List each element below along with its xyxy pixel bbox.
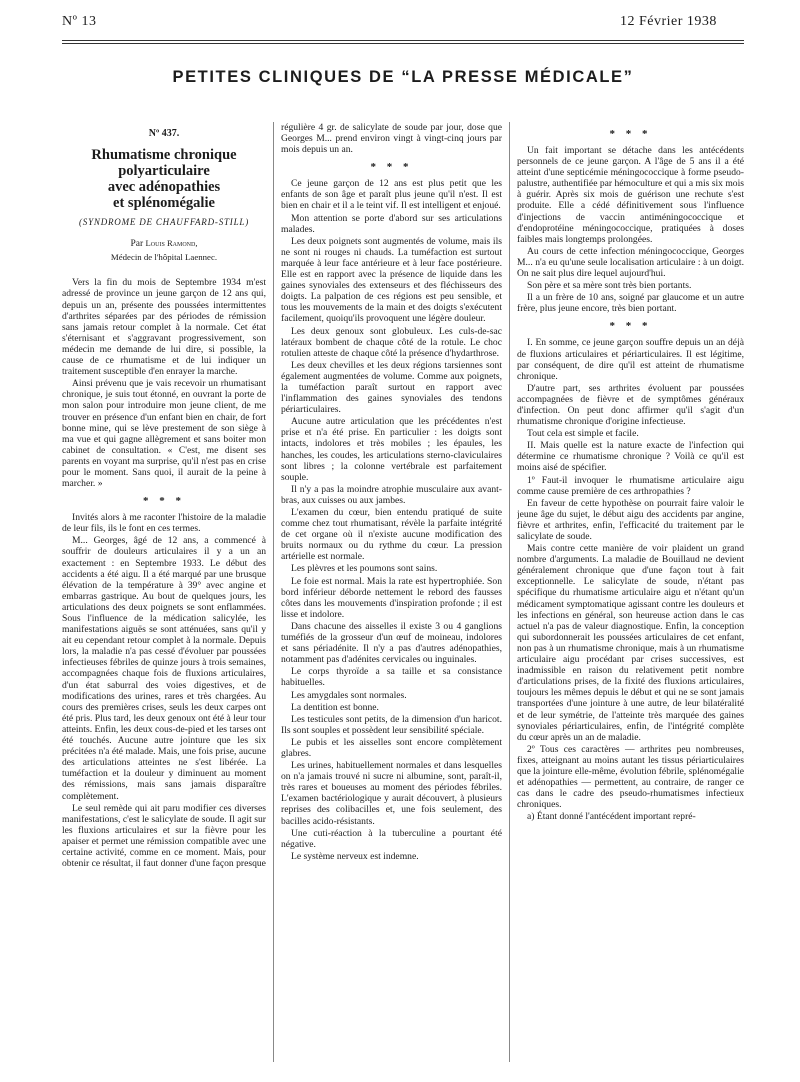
paragraph: Au cours de cette infection méningococcique, Georges M... n'a eu qu'une seule localisation articulaire : à un doigt. On ne sait plus dire lequel aujourd'hui. [517,245,744,280]
paragraph: Les plèvres et les poumons sont sains. [291,563,438,575]
paragraph: L'examen du cœur, bien entendu pratiqué de suite comme chez tout rhumatisant, révèle la parfaite intégrité de cet organe où il n'existe aucune modification des bruits normaux ou du rythme du cœur. La pression artérielle est normale. [281,507,502,563]
column-divider [273,122,274,1062]
column-2 [281,122,502,1067]
paragraph: II. Mais quelle est la nature exacte de l'infection qui détermine ce rhumatisme chronique ? Voilà ce qu'il est moins aisé de spécifier. [517,440,744,474]
article-number: Nº 437. [148,128,180,139]
paragraph: Les deux chevilles et les deux régions tarsiennes sont également augmentées de volume. Comme aux poignets, la tuméfaction paraît surtout en rapport avec l'inflammation des gaines synoviales des tendons périarticulaires. [281,359,502,416]
section-separator: * * * [143,495,185,508]
paragraph: Un fait important se détache dans les antécédents personnels de ce jeune garçon. A l'âge de 5 ans il a été atteint d'une septicémie méningococcique à forme pseudo-palustre, authentifiée par hémoculture et qui a mis six mois à guérir. Après six mois de guérison une rechute s'est produite. Elle a cédé définitivement sous l'influence d'injections de vaccin antiméningococcique et d'endoprotéine méningococcique, pratiquées à doses faibles mais longtemps prolongées. [517,145,744,245]
column-divider [509,122,510,1062]
paragraph: Une cuti-réaction à la tuberculine a pourtant été négative. [281,827,502,850]
paragraph: Le système nerveux est indemne. [291,850,419,862]
section-banner: PETITES CLINIQUES DE “LA PRESSE MÉDICALE” [172,68,634,86]
byline [62,238,266,250]
paragraph: Aucune autre articulation que les précédentes n'est prise et n'a été prise. En particulier : les doigts sont intacts, indolores et très mobiles ; les épaules, les hanches, les coudes, les articulations sterno-claviculaires sont libres ; la colonne vertébrale est parfaitement souple. [281,416,502,483]
paragraph: Mon attention se porte d'abord sur ses articulations malades. [281,212,502,235]
paragraph: Ainsi prévenu que je vais recevoir un rhumatisant chronique, je suis tout étonné, en ouvrant la porte de mon salon pour introduire mon jeune client, de me trouver en présence d'un enfant bien en chair, de fort bonne mine, qui se lève prestement de son siège à ma vue et qui gagne allègrement et sans boiter mon cabinet de consultation. « C'est, me disent ses parents en voyant ma surprise, qu'il n'est pas en crise pour le moment. Sans quoi, il aurait de la peine à marcher. » [62,378,266,490]
section-separator: * * * [370,161,413,174]
paragraph: Les testicules sont petits, de la dimension d'un haricot. Ils sont souples et possèdent leur sensibilité spéciale. [281,713,502,736]
paragraph: régulière 4 gr. de salicylate de soude par jour, dose que Georges M... prend environ vingt à vingt-cinq jours par mois depuis un an. [281,122,502,156]
paragraph: Dans chacune des aisselles il existe 3 ou 4 ganglions tuméfiés de la grosseur d'un œuf de moineau, indolores et sans périadénite. Il n'y a pas d'autres adénopathies, notamment pas d'adénites cervicales ou inguinales. [281,620,502,666]
paragraph: Les amygdales sont normales. [291,689,407,701]
paragraph: Le foie est normal. Mais la rate est hypertrophiée. Son bord inférieur déborde nettement le rebord des fausses côtes dans les mouvements d'inspiration profonde ; il est lisse et indolore. [281,575,502,620]
section-separator: * * * [609,128,652,140]
title-line: avec adénopathies [107,179,221,196]
paragraph: La dentition est bonne. [291,701,379,713]
author-name: Louis Ramond, [145,238,198,249]
section-separator: * * * [609,320,652,333]
paragraph: a) Étant donné l'antécédent important repré- [527,811,696,823]
paragraph: En faveur de cette hypothèse on pourrait faire valoir le jeune âge du sujet, le début aigu des accidents par angine, fièvre et arthrites, enfin, l'efficacité du traitement par le salicylate de soude. [517,497,744,542]
paragraph: 2º Tous ces caractères — arthrites peu nombreuses, fixes, atteignant au moins autant les tissus périarticulaires que la jointure elle-même, évolution fébrile, splénomégalie et adénopathies — permettent, au contraire, de ranger ce cas dans le cadre des pseudo-rhumatismes infectieux chroniques. [517,743,744,811]
paragraph: Les deux poignets sont augmentés de volume, mais ils ne sont ni rouges ni chauds. La tuméfaction est surtout marquée à leur face antérieure et à leur face postérieure. Elle est en rapport avec la présence de liquide dans les gaines synoviales des extenseurs et des fléchisseurs des doigts. La palpation de ces régions est peu sensible, et tous les mouvements de la main et des doigts s'exécutent facilement, quoiqu'ils provoquent une légère douleur. [281,235,502,325]
title-line: Rhumatisme chronique [91,147,237,164]
paragraph: Son père et sa mère sont très bien portants. [527,280,692,292]
paragraph: Ce jeune garçon de 12 ans est plus petit que les enfants de son âge et paraît plus jeune qu'il n'est. Il est bien en chair et il a le teint vif. Il est intelligent et enjoué. [281,178,502,212]
header-rule-bottom [62,43,744,44]
article-title [68,147,260,211]
column-3 [517,122,744,1067]
paragraph: Il a un frère de 10 ans, soigné par glaucome et un autre frère, plus jeune encore, très bien portant. [517,292,744,315]
paragraph: Il n'y a pas la moindre atrophie musculaire aux avant-bras, aux cuisses ou aux jambes. [281,483,502,506]
paragraph: Tout cela est simple et facile. [527,428,639,440]
paragraph: Les deux genoux sont globuleux. Les culs-de-sac latéraux bombent de chaque côté de la rotule. Le choc rotulien atteste de chaque côté la présence d'hydarthrose. [281,325,502,359]
paragraph: Le pubis et les aisselles sont encore complètement glabres. [281,736,502,759]
issue-number: Nº 13 [62,14,97,29]
paragraph: Le corps thyroïde a sa taille et sa consistance habituelles. [281,666,502,689]
byline-prefix: Par [130,239,144,250]
paragraph: M... Georges, âgé de 12 ans, a commencé à souffrir de douleurs articulaires il y a un an exactement : en Septembre 1933. Le début des accidents a été aigu. Il a été marqué par une brusque élévation de la température à 39° avec angine et embarras gastrique. Au bout de quelques jours, les articulations des deux poignets se sont enflammées. Sous l'influence de la médication salicylée, les manifestations aiguës se sont atténuées, sans qu'il y ait eu cependant retour complet à la normale. Depuis lors, la maladie n'a pas cessé d'évoluer par poussées infectieuses fébriles de quinze jours à trois semaines, accompagnées chaque fois de fluxions articulaires, d'un état saburral des voies digestives, et de modifications des urines, rares et très chargées. Au cours des premières crises, seuls les deux carpes ont été pris. Plus tard, les deux genoux ont été à leur tour atteints. Enfin, les deux cous-de-pied et les tarses ont été touchés. Aucune autre jointure que les six précitées n'a été malade. Mais, une fois prise, aucune des articulations atteintes ne s'est libérée. La tuméfaction et la douleur y diminuent au moment des rémissions, mais sans jamais disparaître complètement. [62,535,266,802]
author-affiliation: Médecin de l'hôpital Laennec. [110,252,218,263]
article-subtitle: (SYNDROME DE CHAUFFARD-STILL) [78,217,250,228]
paragraph: I. En somme, ce jeune garçon souffre depuis un an déjà de fluxions articulaires et périarticulaires. Il est légitime, par conséquent, de dire qu'il est atteint de rhumatisme chronique. [517,337,744,382]
paragraph: D'autre part, ses arthrites évoluent par poussées accompagnées de fièvre et de symptômes généraux d'infection. On peut donc affirmer qu'il s'agit d'un rhumatisme chronique d'origine infectieuse. [517,382,744,428]
paragraph: Invités alors à me raconter l'histoire de la maladie de leur fils, ils le font en ces termes. [62,512,266,535]
paragraph: Mais contre cette manière de voir plaident un grand nombre d'arguments. La maladie de Bouillaud ne devient généralement chronique que d'une façon tout à fait exceptionnelle. Le salicylate de soude, n'étant pas spécifique du rhumatisme articulaire aigu et n'étant qu'un médicament symptomatique agissant contre les douleurs et les infections en général, son heureuse action dans le cas actuel n'a pas de valeur diagnostique. Enfin, la conception qui subordonnerait les poussées articulaires de cet enfant, non pas à un rhumatisme chronique, mais à un rhumatisme articulaire aigu procédant par crises successives, est inadmissible en raison du relativement petit nombre d'articulations prises, de la fixité des fluxions articulaires, toujours les mêmes depuis le début et qui ne se sont jamais transportées d'une jointure à une autre, de leur bilatéralité et de leur symétrie, de l'atteinte très marquée des gaines synoviales périarticulaires, enfin, de l'intégrité complète du cœur après un an de maladie. [517,543,744,743]
paragraph: 1º Faut-il invoquer le rhumatisme articulaire aigu comme cause première de ces arthropathies ? [517,474,744,497]
column-1 [62,122,266,1067]
issue-date: 12 Février 1938 [620,14,717,29]
header-rule-top [62,40,744,41]
title-line: polyarticulaire [118,163,210,180]
title-line: et splénomégalie [113,195,215,212]
paragraph: Vers la fin du mois de Septembre 1934 m'est adressé de province un jeune garçon de 12 ans qui, depuis un an, présente des poussées intermittentes d'arthrites séparées par des périodes de rémission sans jamais retour complet à la normale. Cet état s'éternisant et s'aggravant progressivement, son médecin me demande de lui dire, si possible, la cause de ce rhumatisme et de lui indiquer un traitement susceptible d'en enrayer la marche. [62,277,266,378]
paragraph: Le seul remède qui ait paru modifier ces diverses manifestations, c'est le salicylate de soude. Il agit sur les fluxions articulaires et sur la fièvre pour les apaiser et permet une rémission compatible avec une certaine activité, comme en ce moment. Mais, pour obtenir ce résultat, il faut donner d'une façon presque [62,802,266,870]
paragraph: Les urines, habituellement normales et dans lesquelles on n'a jamais trouvé ni sucre ni albumine, sont, paraît-il, très rares et boueuses au moment des périodes fébriles. L'examen bactériologique y aurait découvert, à plusieurs reprises des colibacilles et, une fois seulement, des bacilles acido-résistants. [281,760,502,827]
